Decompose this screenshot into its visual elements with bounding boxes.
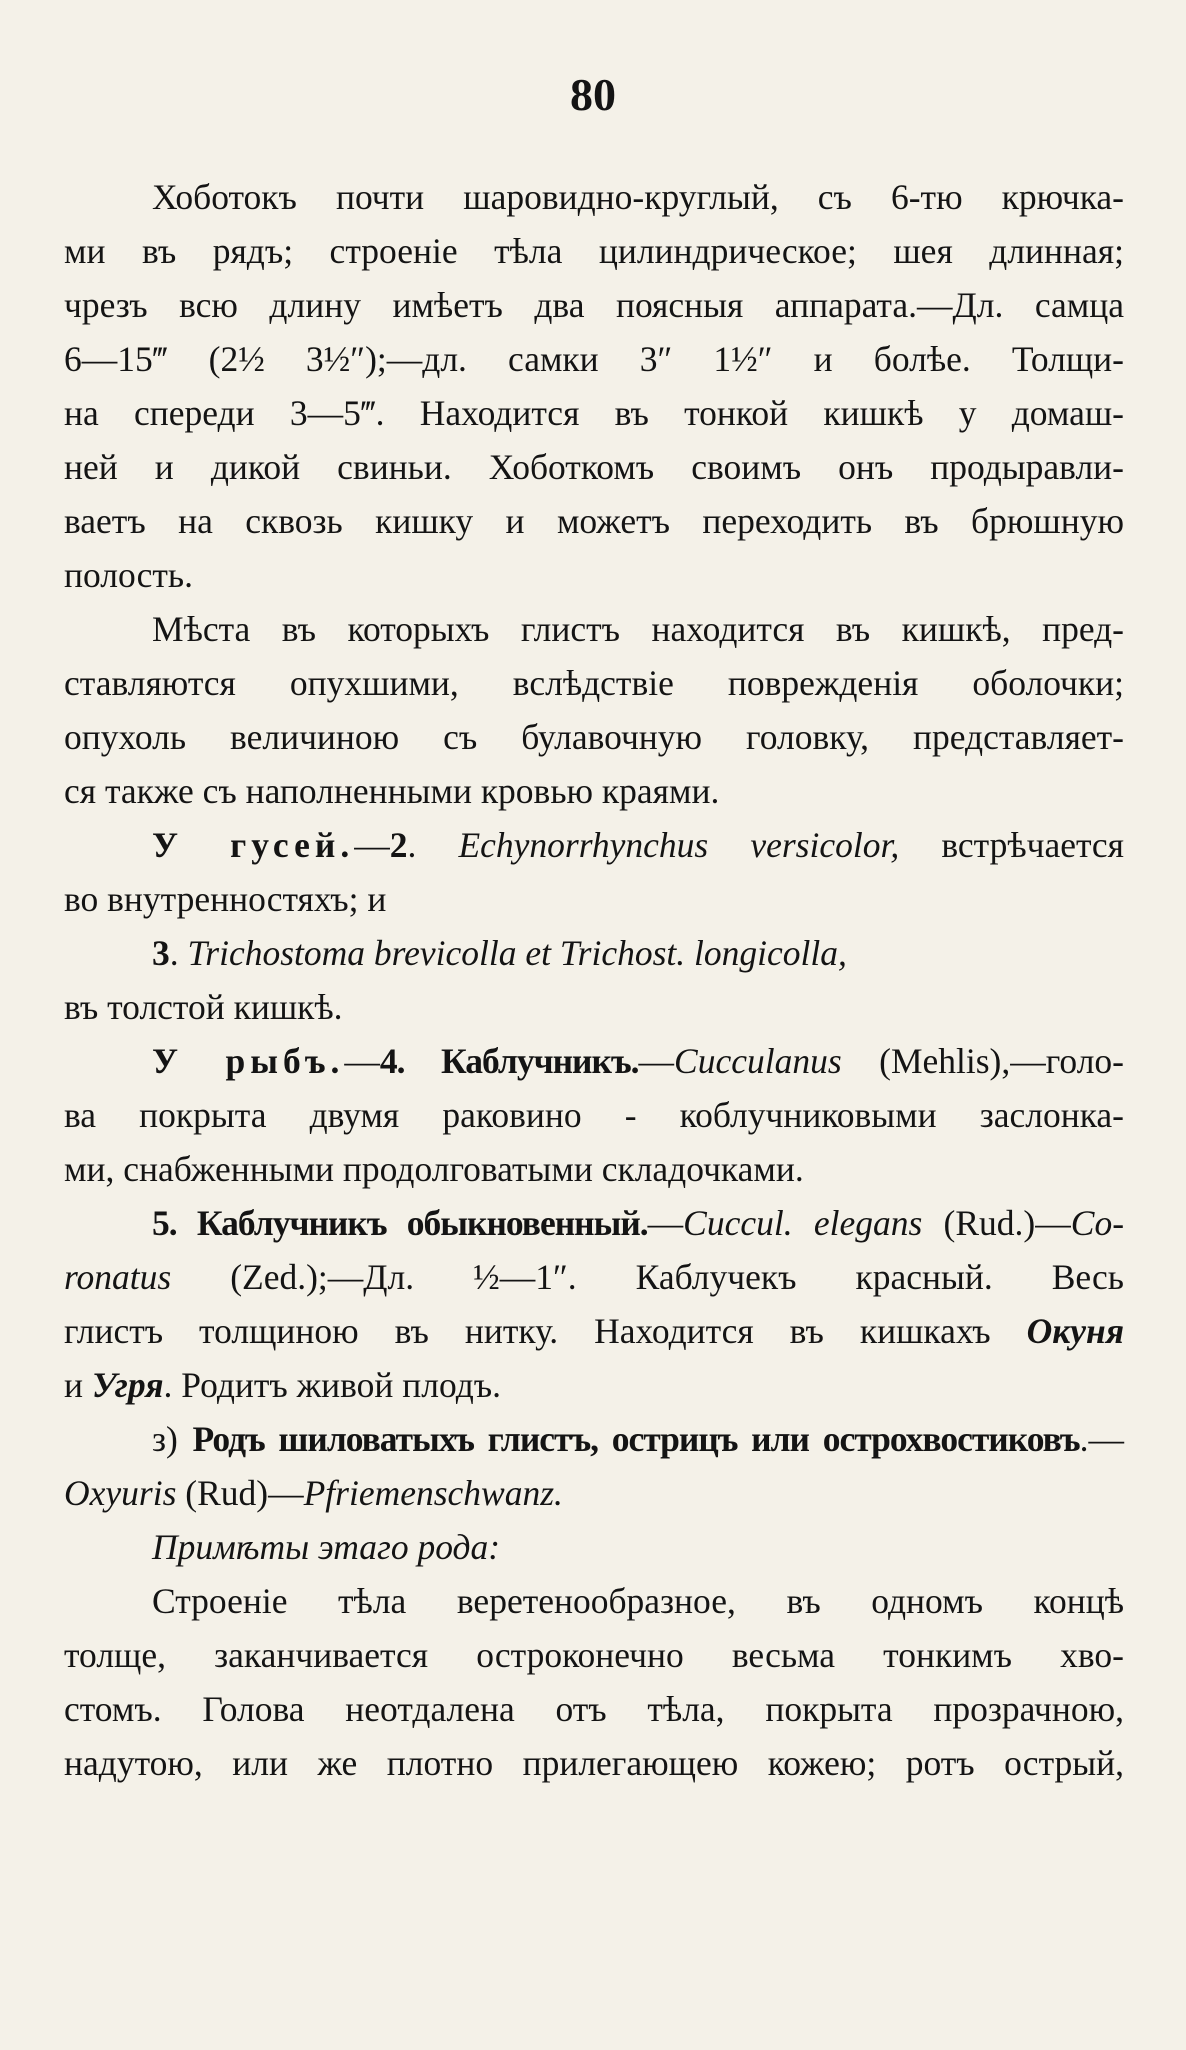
paragraph	[64, 926, 1124, 980]
paragraph	[64, 1196, 1124, 1412]
text-line	[64, 1142, 1124, 1196]
text-run: —	[344, 1041, 380, 1081]
text-run: ми въ рядъ; строеніе тѣла цилиндрическое; шея длинная;	[64, 231, 1124, 271]
text-run: надутою, или же плотно прилегающею кожею; ротъ острый,	[64, 1743, 1124, 1783]
text-run: (Rud.)—	[922, 1203, 1071, 1243]
text-run: на спереди 3—5‴. Находится въ тонкой кишкѣ у домаш-	[64, 393, 1124, 433]
text-run: Строеніе тѣла веретенообразное, въ одномъ концѣ	[152, 1581, 1124, 1621]
paragraph	[64, 980, 1124, 1034]
text-run: Cuccul. elegans	[683, 1203, 923, 1243]
text-run: толще, заканчивается остроконечно весьма тонкимъ хво-	[64, 1635, 1124, 1675]
text-run: (Zed.);—Дл. ½—1″. Каблучекъ красный. Весь	[171, 1257, 1124, 1297]
text-line	[64, 1466, 1124, 1520]
text-run: Окуня	[1026, 1311, 1124, 1351]
text-line	[64, 872, 1124, 926]
text-line	[64, 1412, 1124, 1466]
text-run: 4. Каблучникъ.	[379, 1041, 639, 1081]
text-line	[64, 602, 1124, 656]
text-run: Примѣты этаго рода:	[152, 1527, 501, 1567]
text-run: (Mehlis),—голо-	[841, 1041, 1124, 1081]
text-run: въ толстой кишкѣ.	[64, 987, 343, 1027]
text-line	[64, 926, 1124, 980]
text-run: глистъ толщиною въ нитку. Находится въ кишкахъ	[64, 1311, 1027, 1351]
text-run: Oxyuris	[64, 1473, 177, 1513]
paragraph	[64, 1412, 1124, 1520]
body-text	[64, 170, 1124, 1790]
paragraph	[64, 818, 1124, 926]
paragraph	[64, 1034, 1124, 1196]
text-line	[64, 1250, 1124, 1304]
text-run: ronatus	[64, 1257, 172, 1297]
text-run: во внутренностяхъ; и	[64, 879, 387, 919]
text-run: Co-	[1070, 1203, 1125, 1243]
text-line	[64, 386, 1124, 440]
text-run: з)	[152, 1419, 193, 1459]
text-run: полость.	[64, 555, 193, 595]
text-line	[64, 1304, 1124, 1358]
paragraph	[64, 1520, 1124, 1574]
text-run: Угря	[91, 1365, 164, 1405]
text-line	[64, 818, 1124, 872]
text-run: У гусей.	[152, 825, 355, 865]
text-line	[64, 170, 1124, 224]
text-run: ми, снабженными продолговатыми складочками.	[64, 1149, 804, 1189]
text-run: —	[647, 1203, 684, 1243]
text-run: .—	[1079, 1419, 1124, 1459]
text-line	[64, 440, 1124, 494]
text-line	[64, 1034, 1124, 1088]
text-run: ваетъ на сквозь кишку и можетъ переходить въ брюшную	[64, 501, 1124, 541]
text-run: Pfriemenschwanz.	[303, 1473, 563, 1513]
text-run: Trichostoma brevicolla et Trichost. longicolla,	[187, 933, 847, 973]
text-line	[64, 1736, 1124, 1790]
text-line	[64, 1574, 1124, 1628]
paragraph	[64, 170, 1124, 602]
text-line	[64, 548, 1124, 602]
text-run: Родъ шиловатыхъ глистъ, острицъ или острохвостиковъ	[192, 1419, 1080, 1459]
text-run: 2	[389, 825, 408, 865]
text-line	[64, 1196, 1124, 1250]
text-line	[64, 656, 1124, 710]
paragraph	[64, 602, 1124, 818]
text-line	[64, 980, 1124, 1034]
text-run: опухоль величиною съ булавочную головку, представляет-	[64, 717, 1124, 757]
text-run: (Rud)—	[176, 1473, 304, 1513]
text-line	[64, 1682, 1124, 1736]
text-run: 3	[152, 933, 170, 973]
text-run: ва покрыта двумя раковино - коблучниковыми заслонка-	[64, 1095, 1124, 1135]
text-line	[64, 1358, 1124, 1412]
page-number: 80	[570, 69, 616, 120]
text-run: Echynorrhynchus versicolor,	[458, 825, 900, 865]
text-line	[64, 764, 1124, 818]
paragraph	[64, 1574, 1124, 1790]
text-line	[64, 1628, 1124, 1682]
text-run: У рыбъ.	[152, 1041, 345, 1081]
text-line	[64, 224, 1124, 278]
text-run: —	[638, 1041, 675, 1081]
text-run: Мѣста въ которыхъ глистъ находится въ кишкѣ, пред-	[152, 609, 1124, 649]
text-line	[64, 494, 1124, 548]
text-run: чрезъ всю длину имѣетъ два поясныя аппарата.—Дл. самца	[64, 285, 1124, 325]
text-run: встрѣчается	[899, 825, 1125, 865]
text-run: ся также съ наполненными кровью краями.	[64, 771, 720, 811]
text-run: .	[407, 825, 459, 865]
text-line	[64, 278, 1124, 332]
text-run: стомъ. Голова неотдалена отъ тѣла, покрыта прозрачною,	[64, 1689, 1124, 1729]
text-run: 6—15‴ (2½ 3½″);—дл. самки 3″ 1½″ и болѣе. Толщи-	[64, 339, 1124, 379]
text-line	[64, 710, 1124, 764]
text-run: Хоботокъ почти шаровидно-круглый, съ 6-тю крючка-	[152, 177, 1124, 217]
text-run: ставляются опухшими, вслѣдствіе поврежденія оболочки;	[64, 663, 1124, 703]
text-line	[64, 332, 1124, 386]
text-run: .	[169, 933, 188, 973]
text-run: ней и дикой свиньи. Хоботкомъ своимъ онъ продыравли-	[64, 447, 1124, 487]
text-run: . Родитъ живой плодъ.	[163, 1365, 502, 1405]
text-line	[64, 1520, 1124, 1574]
text-run: Cucculanus	[674, 1041, 842, 1081]
text-run: 5. Каблучникъ обыкновенный.	[152, 1203, 648, 1243]
text-run: —	[354, 825, 390, 865]
text-line	[64, 1088, 1124, 1142]
text-run: и	[64, 1365, 92, 1405]
